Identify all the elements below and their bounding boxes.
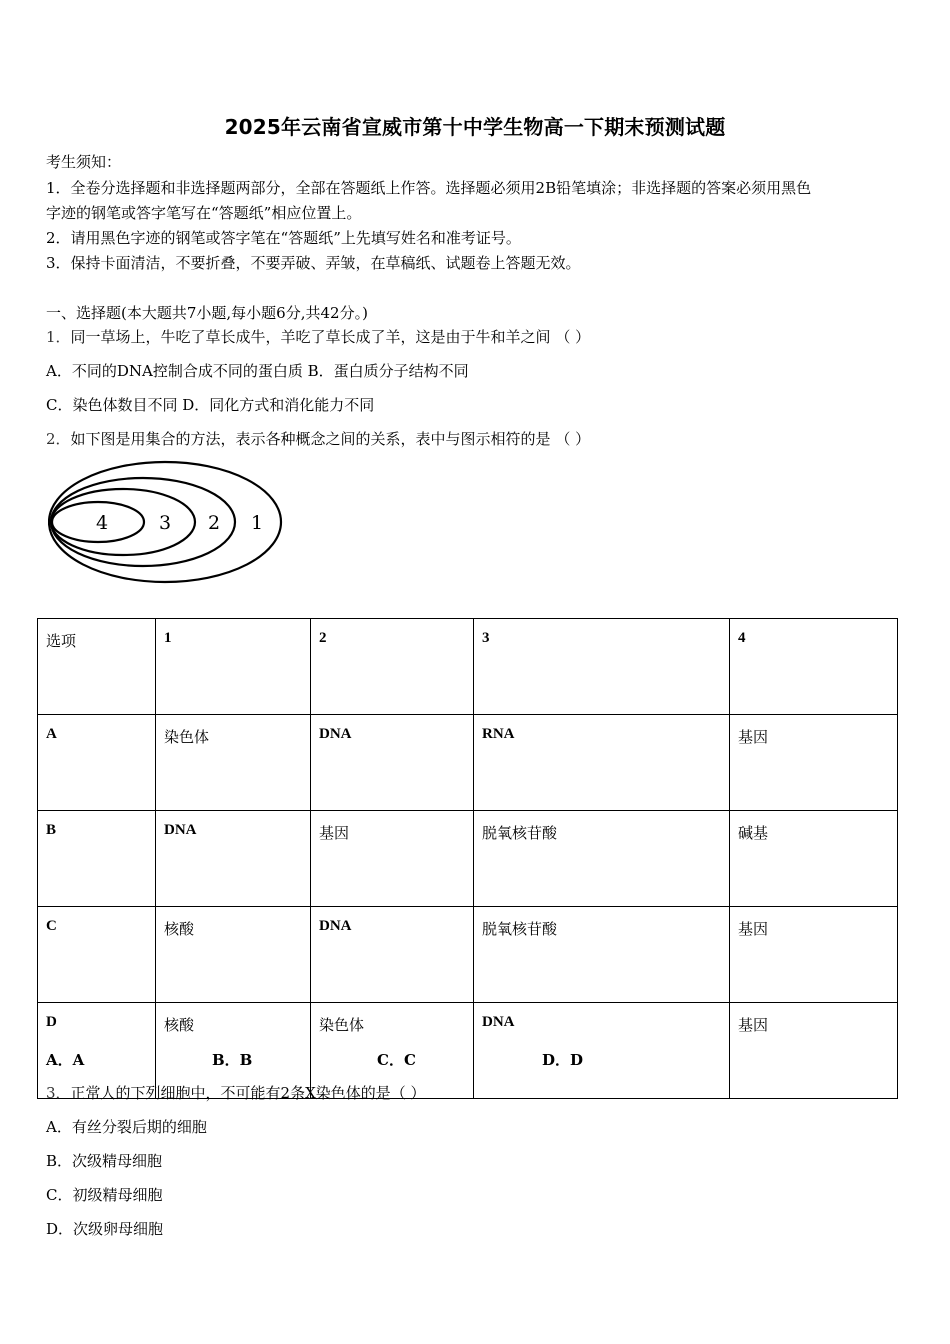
table-header-cell: 2 [311,619,474,715]
question-3-stem [46,1083,426,1103]
set-label-1: 1 [250,512,264,534]
table-cell: 核酸 [156,1003,311,1099]
table-header-cell: 选项 [38,619,156,715]
question-number: 1． [46,328,71,346]
table-row [38,715,898,811]
table-cell: RNA [474,715,730,811]
question-1-options-cd: C．染色体数目不同 D．同化方式和消化能力不同 [46,396,375,414]
table-cell: 脱氧核苷酸 [474,907,730,1003]
section-heading: 一、选择题(本大题共7小题,每小题6分,共42分。) [46,304,368,322]
table-cell: 染色体 [156,715,311,811]
table-cell: DNA [156,811,311,907]
question-text: 正常人的下列细胞中，不可能有2条X染色体的是（ ） [70,1084,426,1102]
answer-option-d: D．D [542,1051,584,1069]
table-header-cell: 3 [474,619,730,715]
question-3-option-d: D．次级卵母细胞 [46,1220,164,1238]
question-number: 3． [46,1084,71,1102]
question-text: 如下图是用集合的方法，表示各种概念之间的关系，表中与图示相符的是 （ ） [70,430,591,448]
set-label-2: 2 [207,512,221,534]
question-text: 同一草场上，牛吃了草长成牛，羊吃了草长成了羊，这是由于牛和羊之间 （ ） [70,328,591,346]
question-1-options-ab: A．不同的DNA控制合成不同的蛋白质 B．蛋白质分子结构不同 [46,362,469,380]
table-cell: 基因 [730,715,898,811]
notice-item: 1．全卷分选择题和非选择题两部分，全部在答题纸上作答。选择题必须用2B铅笔填涂；非选择题的答案必须用黑色 [46,179,812,197]
notice-item: 2．请用黑色字迹的钢笔或答字笔在“答题纸”上先填写姓名和准考证号。 [46,229,521,247]
table-cell: 碱基 [730,811,898,907]
set-diagram [48,458,288,588]
table-cell: DNA [474,1003,730,1099]
table-cell: 基因 [730,907,898,1003]
question-2-stem [46,429,590,449]
answer-option-a: A．A [46,1051,85,1069]
question-3-option-c: C．初级精母细胞 [46,1186,163,1204]
table-header-row [38,619,898,715]
table-cell: DNA [311,907,474,1003]
question-1-stem [46,327,590,347]
table-cell: B [38,811,156,907]
set-3-ellipse [51,489,195,555]
answer-option-c: C．C [377,1051,416,1069]
table-row [38,907,898,1003]
table-cell: 基因 [730,1003,898,1099]
set-label-3: 3 [158,512,172,534]
table-cell: 脱氧核苷酸 [474,811,730,907]
question-3-option-a: A．有丝分裂后期的细胞 [46,1118,207,1136]
notice-item: 3．保持卡面清洁，不要折叠，不要弄破、弄皱，在草稿纸、试题卷上答题无效。 [46,254,581,272]
table-cell: 基因 [311,811,474,907]
table-row [38,811,898,907]
notice-heading: 考生须知： [46,153,122,171]
options-table [37,618,898,1099]
table-header-cell: 4 [730,619,898,715]
set-label-4: 4 [95,512,109,534]
question-number: 2． [46,430,71,448]
page-title: 2025年云南省宣威市第十中学生物高一下期末预测试题 [224,115,726,139]
table-cell: A [38,715,156,811]
table-cell: D [38,1003,156,1099]
question-3-option-b: B．次级精母细胞 [46,1152,163,1170]
answer-option-b: B．B [212,1051,253,1069]
table-header-cell: 1 [156,619,311,715]
table-cell: C [38,907,156,1003]
table-cell: DNA [311,715,474,811]
notice-item: 字迹的钢笔或答字笔写在“答题纸”相应位置上。 [46,204,362,222]
table-cell: 核酸 [156,907,311,1003]
table-cell: 染色体 [311,1003,474,1099]
